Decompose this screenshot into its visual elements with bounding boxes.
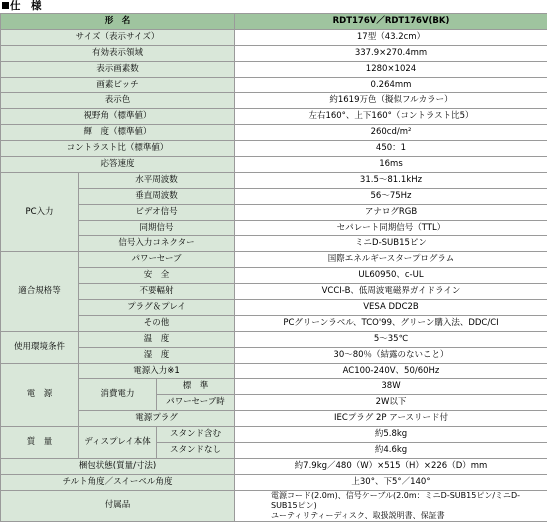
- row-value: 1280×1024: [235, 61, 547, 77]
- row-label: 標 準: [157, 379, 235, 395]
- spec-table: [0, 13, 547, 522]
- row-value: 260cd/m²: [235, 125, 547, 141]
- row-label: 画素ピッチ: [1, 77, 235, 93]
- row-label: その他: [79, 315, 235, 331]
- table-row: [1, 331, 547, 347]
- row-label: パワーセーブ: [79, 252, 235, 268]
- row-label: 梱包状態(質量/寸法): [1, 458, 235, 474]
- table-row: [1, 204, 547, 220]
- table-row: [1, 284, 547, 300]
- row-label: 垂直周波数: [79, 188, 235, 204]
- table-row: [1, 252, 547, 268]
- row-value: 337.9×270.4mm: [235, 45, 547, 61]
- subgroup-label-consumption: 消費電力: [79, 379, 157, 411]
- row-label: チルト角度／スイーベル角度: [1, 474, 235, 490]
- row-value: 38W: [235, 379, 547, 395]
- table-row: [1, 490, 547, 521]
- row-value: 約1619万色（擬似フルカラー）: [235, 93, 547, 109]
- table-row: [1, 458, 547, 474]
- row-label: 表示色: [1, 93, 235, 109]
- row-label: ビデオ信号: [79, 204, 235, 220]
- row-value: PCグリーンラベル、TCO'99、グリーン購入法、DDC/CI: [235, 315, 547, 331]
- table-row: [1, 172, 547, 188]
- table-row: [1, 157, 547, 173]
- table-row: [1, 268, 547, 284]
- table-row: [1, 315, 547, 331]
- row-value: 0.264mm: [235, 77, 547, 93]
- group-label-mass: 質 量: [1, 427, 79, 459]
- row-value: VCCI-B、低周波電磁界ガイドライン: [235, 284, 547, 300]
- row-value: 5～35℃: [235, 331, 547, 347]
- row-label: 応答速度: [1, 157, 235, 173]
- row-value: 左右160°、上下160°（コントラスト比5）: [235, 109, 547, 125]
- row-value: セパレート同期信号（TTL）: [235, 220, 547, 236]
- table-row: [1, 300, 547, 316]
- table-row: [1, 427, 547, 443]
- table-row: [1, 188, 547, 204]
- row-label: 信号入力コネクター: [79, 236, 235, 252]
- row-value: 約7.9kg／480（W）×515（H）×226（D）mm: [235, 458, 547, 474]
- row-label: 不要輻射: [79, 284, 235, 300]
- row-value: ミニD-SUB15ピン: [235, 236, 547, 252]
- row-label: サイズ（表示サイズ）: [1, 29, 235, 45]
- row-value: AC100-240V、50/60Hz: [235, 363, 547, 379]
- table-row: [1, 45, 547, 61]
- row-value: VESA DDC2B: [235, 300, 547, 316]
- square-bullet-icon: [2, 2, 9, 9]
- row-value: 約5.8kg: [235, 427, 547, 443]
- table-row: [1, 93, 547, 109]
- group-label-power: 電 源: [1, 363, 79, 427]
- row-value: 2W以下: [235, 395, 547, 411]
- group-label-standards: 適合規格等: [1, 252, 79, 331]
- row-value: 約4.6kg: [235, 443, 547, 459]
- row-label: 視野角（標準値）: [1, 109, 235, 125]
- accessories-line: ユーティリティーディスク、取扱説明書、保証書: [271, 510, 445, 520]
- row-value: 30～80％（結露のないこと）: [235, 347, 547, 363]
- row-value: 450：1: [235, 141, 547, 157]
- row-label: 付属品: [1, 490, 235, 521]
- row-value: 17型（43.2cm）: [235, 29, 547, 45]
- row-value: 56～75Hz: [235, 188, 547, 204]
- row-label: スタンドなし: [157, 443, 235, 459]
- table-row: [1, 379, 547, 395]
- accessories-value: [235, 490, 547, 521]
- table-row: [1, 125, 547, 141]
- table-row: [1, 14, 547, 30]
- row-value: 31.5～81.1kHz: [235, 172, 547, 188]
- group-label-environment: 使用環境条件: [1, 331, 79, 363]
- row-value: アナログRGB: [235, 204, 547, 220]
- group-label-pc: PC入力: [1, 172, 79, 251]
- table-row: [1, 29, 547, 45]
- table-row: [1, 77, 547, 93]
- row-label: 水平周波数: [79, 172, 235, 188]
- spec-title: 仕 様: [0, 0, 547, 13]
- table-row: [1, 411, 547, 427]
- table-row: [1, 347, 547, 363]
- row-label: 安 全: [79, 268, 235, 284]
- model-value: RDT176V／RDT176V(BK): [235, 14, 547, 30]
- subgroup-label-display: ディスプレイ本体: [79, 427, 157, 459]
- row-label: 電源プラグ: [79, 411, 235, 427]
- table-row: [1, 141, 547, 157]
- row-label: プラグ＆プレイ: [79, 300, 235, 316]
- table-row: [1, 220, 547, 236]
- row-label: 同期信号: [79, 220, 235, 236]
- accessories-line: 電源コード(2.0m)、信号ケーブル(2.0m：ミニD-SUB15ピン/ミニD-SUB15ピン): [271, 490, 521, 510]
- table-row: [1, 61, 547, 77]
- row-value: 16ms: [235, 157, 547, 173]
- row-label: 電源入力※1: [79, 363, 235, 379]
- row-label: 輝 度（標準値）: [1, 125, 235, 141]
- row-value: 上30°、下5°／140°: [235, 474, 547, 490]
- row-label: パワーセーブ時: [157, 395, 235, 411]
- row-label: 有効表示領域: [1, 45, 235, 61]
- row-value: IECプラグ 2P アースリード付: [235, 411, 547, 427]
- row-label: 温 度: [79, 331, 235, 347]
- table-row: [1, 363, 547, 379]
- row-value: 国際エネルギースタープログラム: [235, 252, 547, 268]
- row-value: UL60950、c-UL: [235, 268, 547, 284]
- table-row: [1, 236, 547, 252]
- row-label: スタンド含む: [157, 427, 235, 443]
- row-label: 表示画素数: [1, 61, 235, 77]
- table-row: [1, 474, 547, 490]
- row-label: 湿 度: [79, 347, 235, 363]
- model-label: 形 名: [1, 14, 235, 30]
- row-label: コントラスト比（標準値）: [1, 141, 235, 157]
- table-row: [1, 109, 547, 125]
